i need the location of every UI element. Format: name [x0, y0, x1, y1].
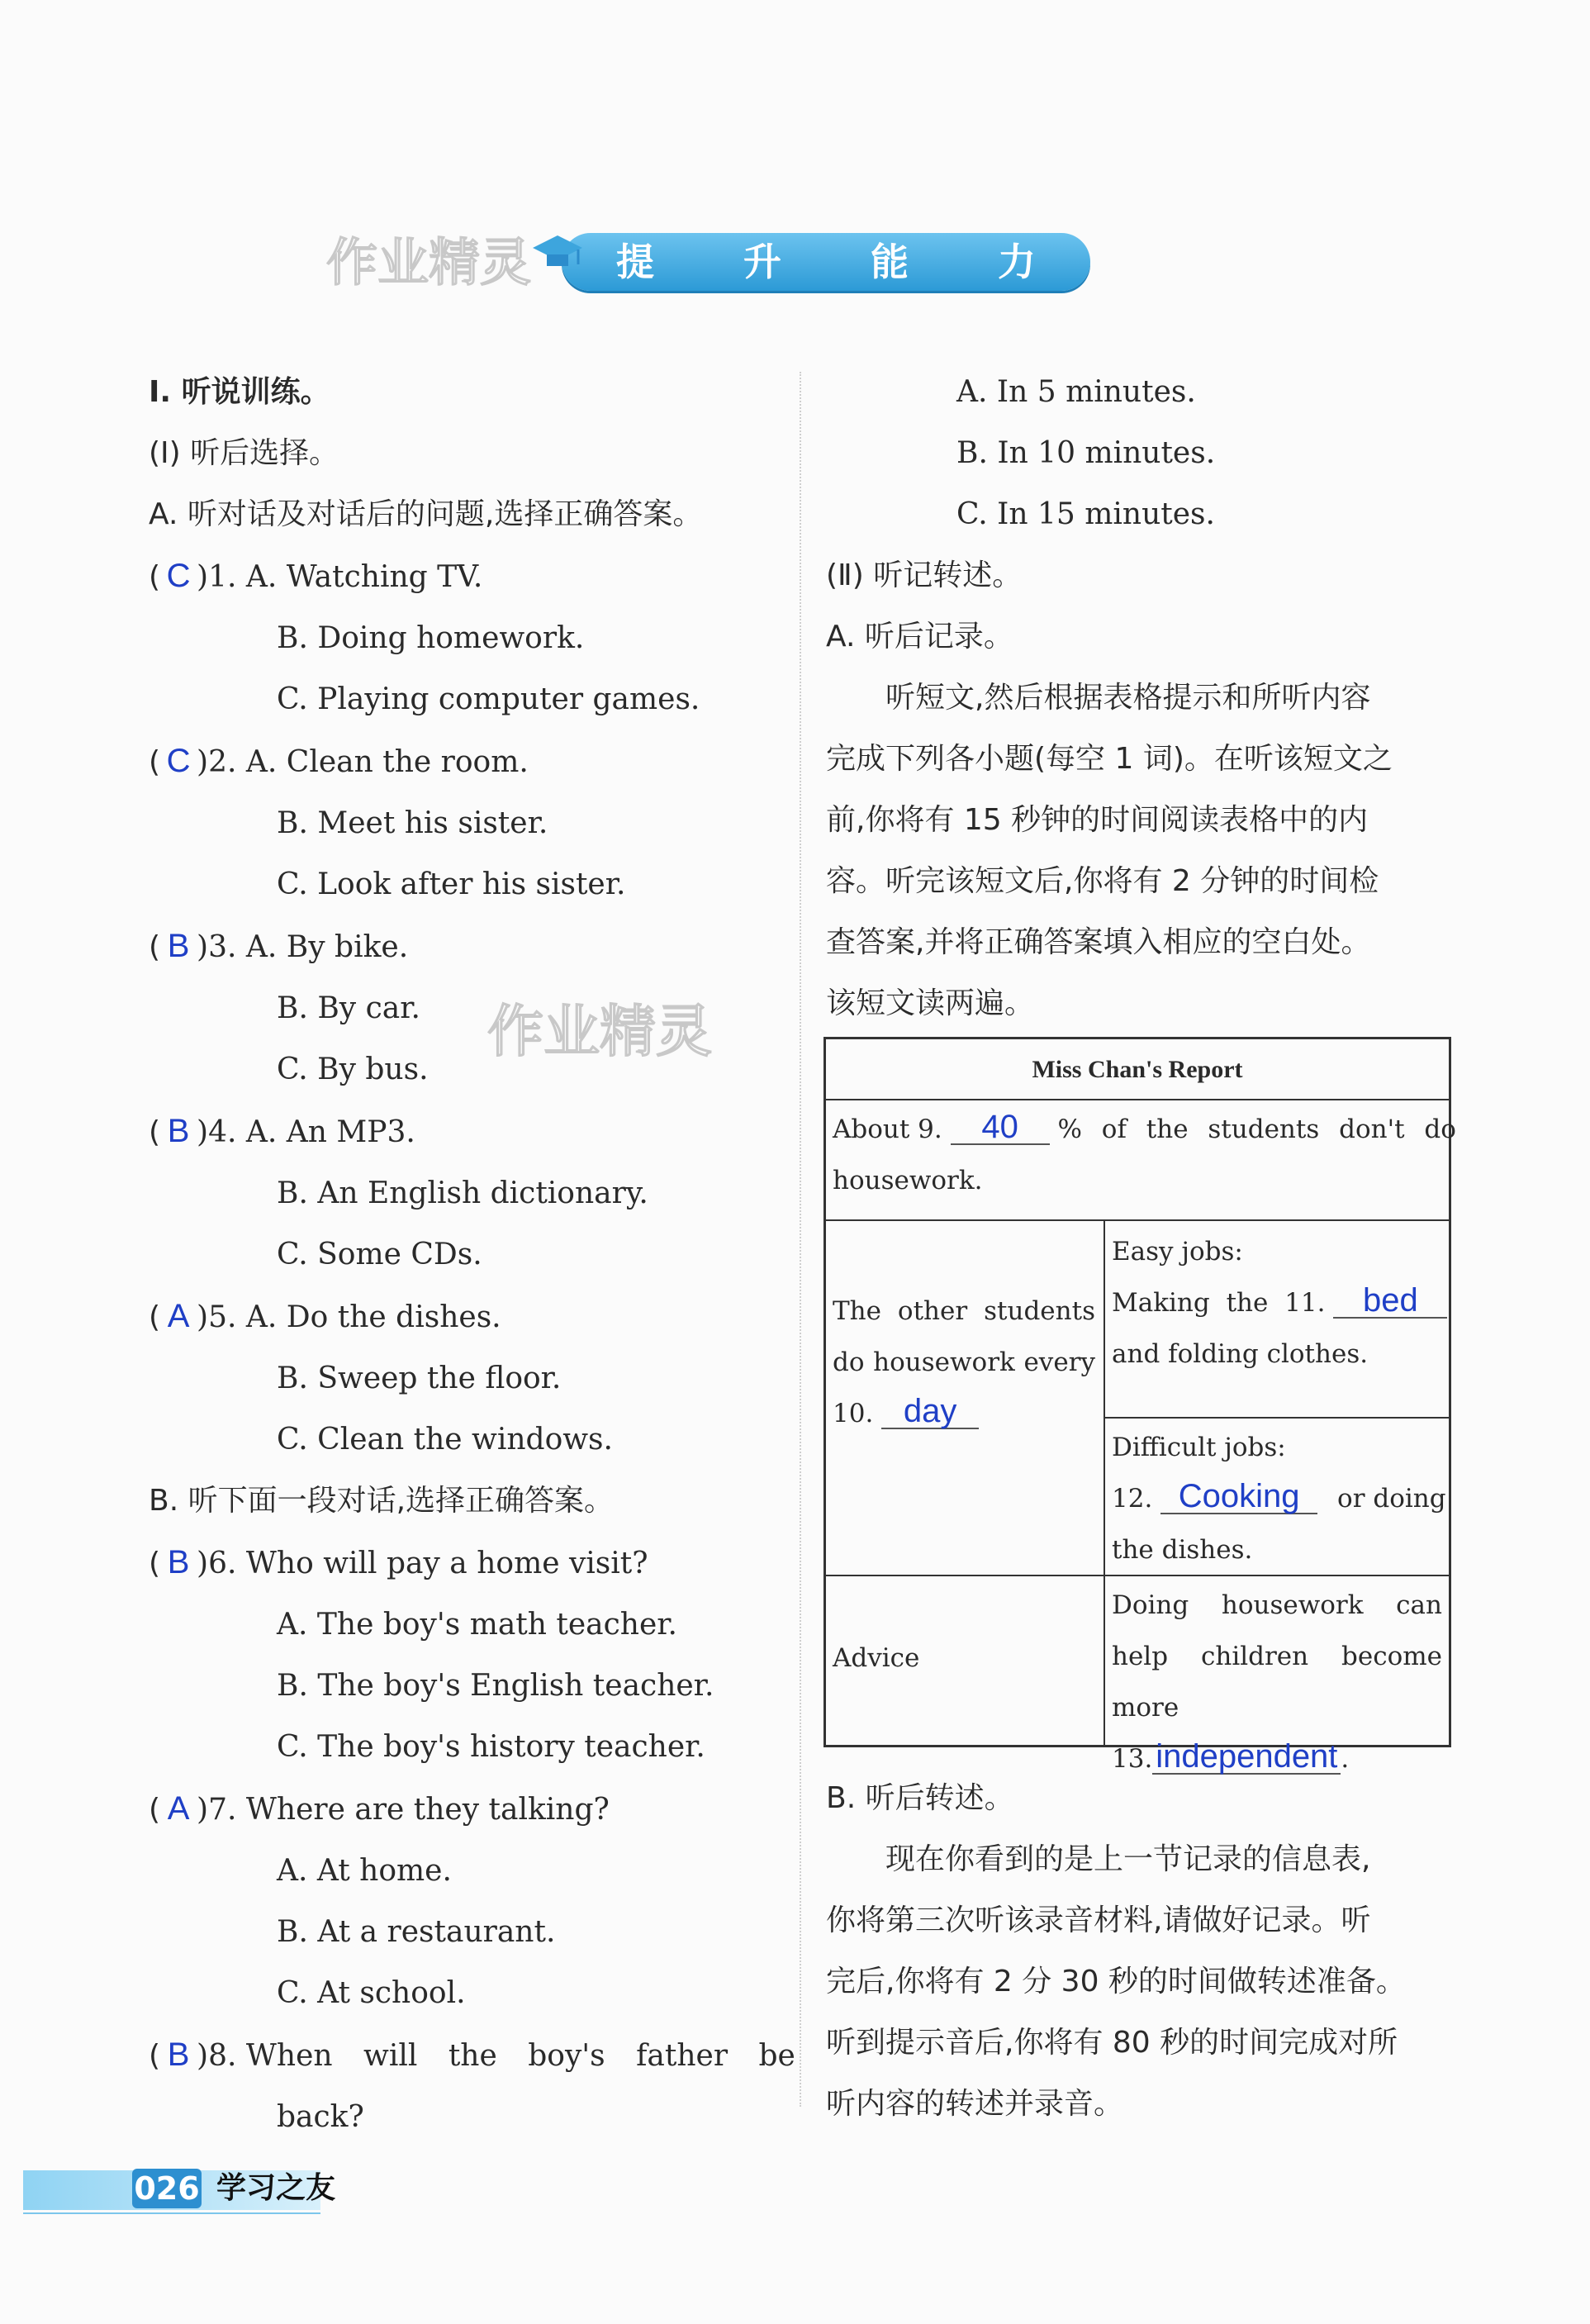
option-item: B. Meet his sister. — [277, 806, 548, 840]
advice-end: . — [1341, 1744, 1350, 1774]
question-number: )5. — [197, 1300, 237, 1334]
partA-instruction: A. 听对话及对话后的问题,选择正确答案。 — [149, 497, 703, 531]
partA-record-title: A. 听后记录。 — [826, 620, 1013, 653]
question-number: )2. — [197, 745, 237, 779]
part2-title: (Ⅱ) 听记转述。 — [826, 558, 1023, 592]
answer-choice[interactable]: B — [167, 2036, 190, 2073]
easy-prefix: Making the 11. — [1112, 1288, 1326, 1318]
option-item: C. Clean the windows. — [277, 1423, 613, 1457]
para-line: 容。听完该短文后,你将有 2 分钟的时间检 — [826, 864, 1379, 898]
q8-option: B. In 10 minutes. — [956, 436, 1216, 470]
option-item: B. An English dictionary. — [277, 1176, 648, 1210]
question-list-b — [149, 1532, 795, 2148]
answer-choice[interactable]: B — [167, 1113, 190, 1149]
option-item: B. At a restaurant. — [277, 1915, 556, 1949]
option-item: C. Playing computer games. — [277, 682, 700, 716]
option-item: C. At school. — [277, 1976, 466, 2010]
difficult-label: Difficult jobs: — [1112, 1433, 1286, 1462]
question-stem: A. Do the dishes. — [245, 1300, 501, 1334]
advice-line: Doing housework can — [1112, 1590, 1442, 1620]
question-number: )8. — [197, 2039, 237, 2073]
q8-option: A. In 5 minutes. — [956, 375, 1196, 409]
difficult-suffix: or doing — [1337, 1484, 1446, 1514]
paren-open: ( — [149, 745, 161, 779]
paren-open: ( — [149, 560, 161, 594]
table-left-mid — [833, 1286, 1095, 1439]
para-line: 该短文读两遍。 — [826, 986, 1035, 1020]
question-item — [149, 1778, 795, 1841]
question-stem: Who will pay a home visit? — [245, 1547, 648, 1580]
option-item: C. By bus. — [277, 1053, 429, 1086]
column-divider — [800, 372, 801, 2107]
question-item — [149, 915, 795, 978]
option-item: A. At home. — [277, 1854, 452, 1888]
question-item — [149, 1286, 795, 1348]
page-number: 026 — [132, 2169, 202, 2208]
easy-label: Easy jobs: — [1112, 1237, 1243, 1267]
question-stem: When will the boy's father be — [245, 2039, 795, 2073]
right-column — [826, 362, 1454, 1034]
table-row1 — [833, 1104, 1456, 1206]
retell-paragraph — [826, 1829, 1454, 2135]
left-mid-num: 10. — [833, 1399, 874, 1428]
paren-open: ( — [149, 1547, 161, 1580]
easy-line3: and folding clothes. — [1112, 1339, 1369, 1369]
para-line: 现在你看到的是上一节记录的信息表, — [885, 1842, 1371, 1876]
right-column-lower — [826, 1768, 1454, 2135]
question-item — [149, 545, 795, 608]
answer-choice[interactable]: B — [167, 1544, 190, 1580]
question-stem: A. An MP3. — [245, 1115, 415, 1149]
option-item: A. The boy's math teacher. — [277, 1608, 677, 1642]
question-stem-cont: back? — [277, 2100, 364, 2134]
option-item: C. Some CDs. — [277, 1238, 482, 1271]
brand-name: 学习之友 — [216, 2171, 336, 2205]
answer-choice[interactable]: C — [166, 558, 191, 594]
answer-choice[interactable]: C — [166, 743, 191, 779]
left-mid-line: The other students — [833, 1296, 1095, 1326]
advice-line: help children become more — [1112, 1642, 1442, 1723]
question-item — [149, 2024, 795, 2087]
option-item: B. Sweep the floor. — [277, 1362, 562, 1395]
para-line: 听内容的转述并录音。 — [826, 2087, 1124, 2121]
question-stem: A. Watching TV. — [245, 560, 483, 594]
fill-blank-10[interactable]: day — [881, 1395, 979, 1429]
question-list-a — [149, 545, 795, 1471]
difficult-prefix: 12. — [1112, 1484, 1153, 1514]
option-item: C. The boy's history teacher. — [277, 1730, 705, 1764]
advice-label: Advice — [833, 1643, 920, 1673]
question-stem: Where are they talking? — [245, 1793, 610, 1827]
para-line: 完后,你将有 2 分 30 秒的时间做转述准备。 — [826, 1965, 1406, 1998]
para-line: 前,你将有 15 秒钟的时间阅读表格中的内 — [826, 803, 1369, 837]
answer-choice[interactable]: A — [167, 1790, 190, 1827]
question-stem: A. Clean the room. — [245, 745, 529, 779]
instruction-paragraph — [826, 668, 1454, 1034]
advice-cell — [1112, 1580, 1442, 1785]
question-number: )1. — [197, 560, 237, 594]
footer-rule — [23, 2212, 320, 2214]
partB-instruction: B. 听下面一段对话,选择正确答案。 — [149, 1484, 615, 1518]
question-number: )4. — [197, 1115, 237, 1149]
question-number: )7. — [197, 1793, 237, 1827]
watermark-top: 作业精灵 — [326, 232, 532, 292]
paren-open: ( — [149, 930, 161, 964]
answer-choice[interactable]: B — [167, 928, 190, 964]
option-item: C. Look after his sister. — [277, 867, 626, 901]
option-item: B. Doing homework. — [277, 621, 585, 655]
question-number: )3. — [197, 930, 237, 964]
option-item: B. The boy's English teacher. — [277, 1669, 714, 1703]
difficult-line3: the dishes. — [1112, 1535, 1253, 1565]
paren-open: ( — [149, 1793, 161, 1827]
question-item — [149, 1532, 795, 1594]
section-title: Ⅰ. 听说训练。 — [149, 375, 330, 409]
difficult-jobs-cell — [1112, 1422, 1446, 1575]
paren-open: ( — [149, 2039, 161, 2073]
fill-blank-9[interactable]: 40 — [951, 1110, 1050, 1145]
row1-line2: housework. — [833, 1166, 983, 1195]
q8-option: C. In 15 minutes. — [956, 497, 1215, 531]
para-line: 听短文,然后根据表格提示和所听内容 — [885, 681, 1371, 715]
table-title: Miss Chan's Report — [1032, 1056, 1243, 1083]
para-line: 听到提示音后,你将有 80 秒的时间完成对所 — [826, 2026, 1398, 2060]
paren-open: ( — [149, 1300, 161, 1334]
para-line: 你将第三次听该录音材料,请做好记录。听 — [826, 1903, 1371, 1937]
answer-choice[interactable]: A — [167, 1298, 190, 1334]
question-item — [149, 730, 795, 793]
para-line: 完成下列各小题(每空 1 词)。在听该短文之 — [826, 742, 1393, 776]
section-banner-title: 提 升 能 力 — [615, 240, 1075, 284]
watermark-middle: 作业精灵 — [487, 1000, 713, 1065]
row1-prefix: About 9. — [833, 1114, 942, 1144]
part1-title: (Ⅰ) 听后选择。 — [149, 436, 339, 470]
report-table — [823, 1037, 1456, 1775]
option-item: B. By car. — [277, 991, 420, 1025]
question-stem: A. By bike. — [245, 930, 409, 964]
para-line: 查答案,并将正确答案填入相应的空白处。 — [826, 925, 1371, 959]
easy-jobs-cell — [1112, 1226, 1442, 1380]
paren-open: ( — [149, 1115, 161, 1149]
question-number: )6. — [197, 1547, 237, 1580]
left-mid-line: do housework every — [833, 1347, 1095, 1377]
fill-blank-11[interactable]: bed — [1333, 1284, 1447, 1319]
left-column — [149, 362, 795, 2148]
partB-retell-title: B. 听后转述。 — [826, 1781, 1014, 1815]
row1-suffix: % of the students don't do — [1057, 1114, 1456, 1144]
fill-blank-12[interactable]: Cooking — [1160, 1480, 1317, 1514]
question-item — [149, 1100, 795, 1163]
advice-prefix: 13. — [1112, 1744, 1153, 1774]
fill-blank-13[interactable]: independent — [1152, 1740, 1341, 1775]
